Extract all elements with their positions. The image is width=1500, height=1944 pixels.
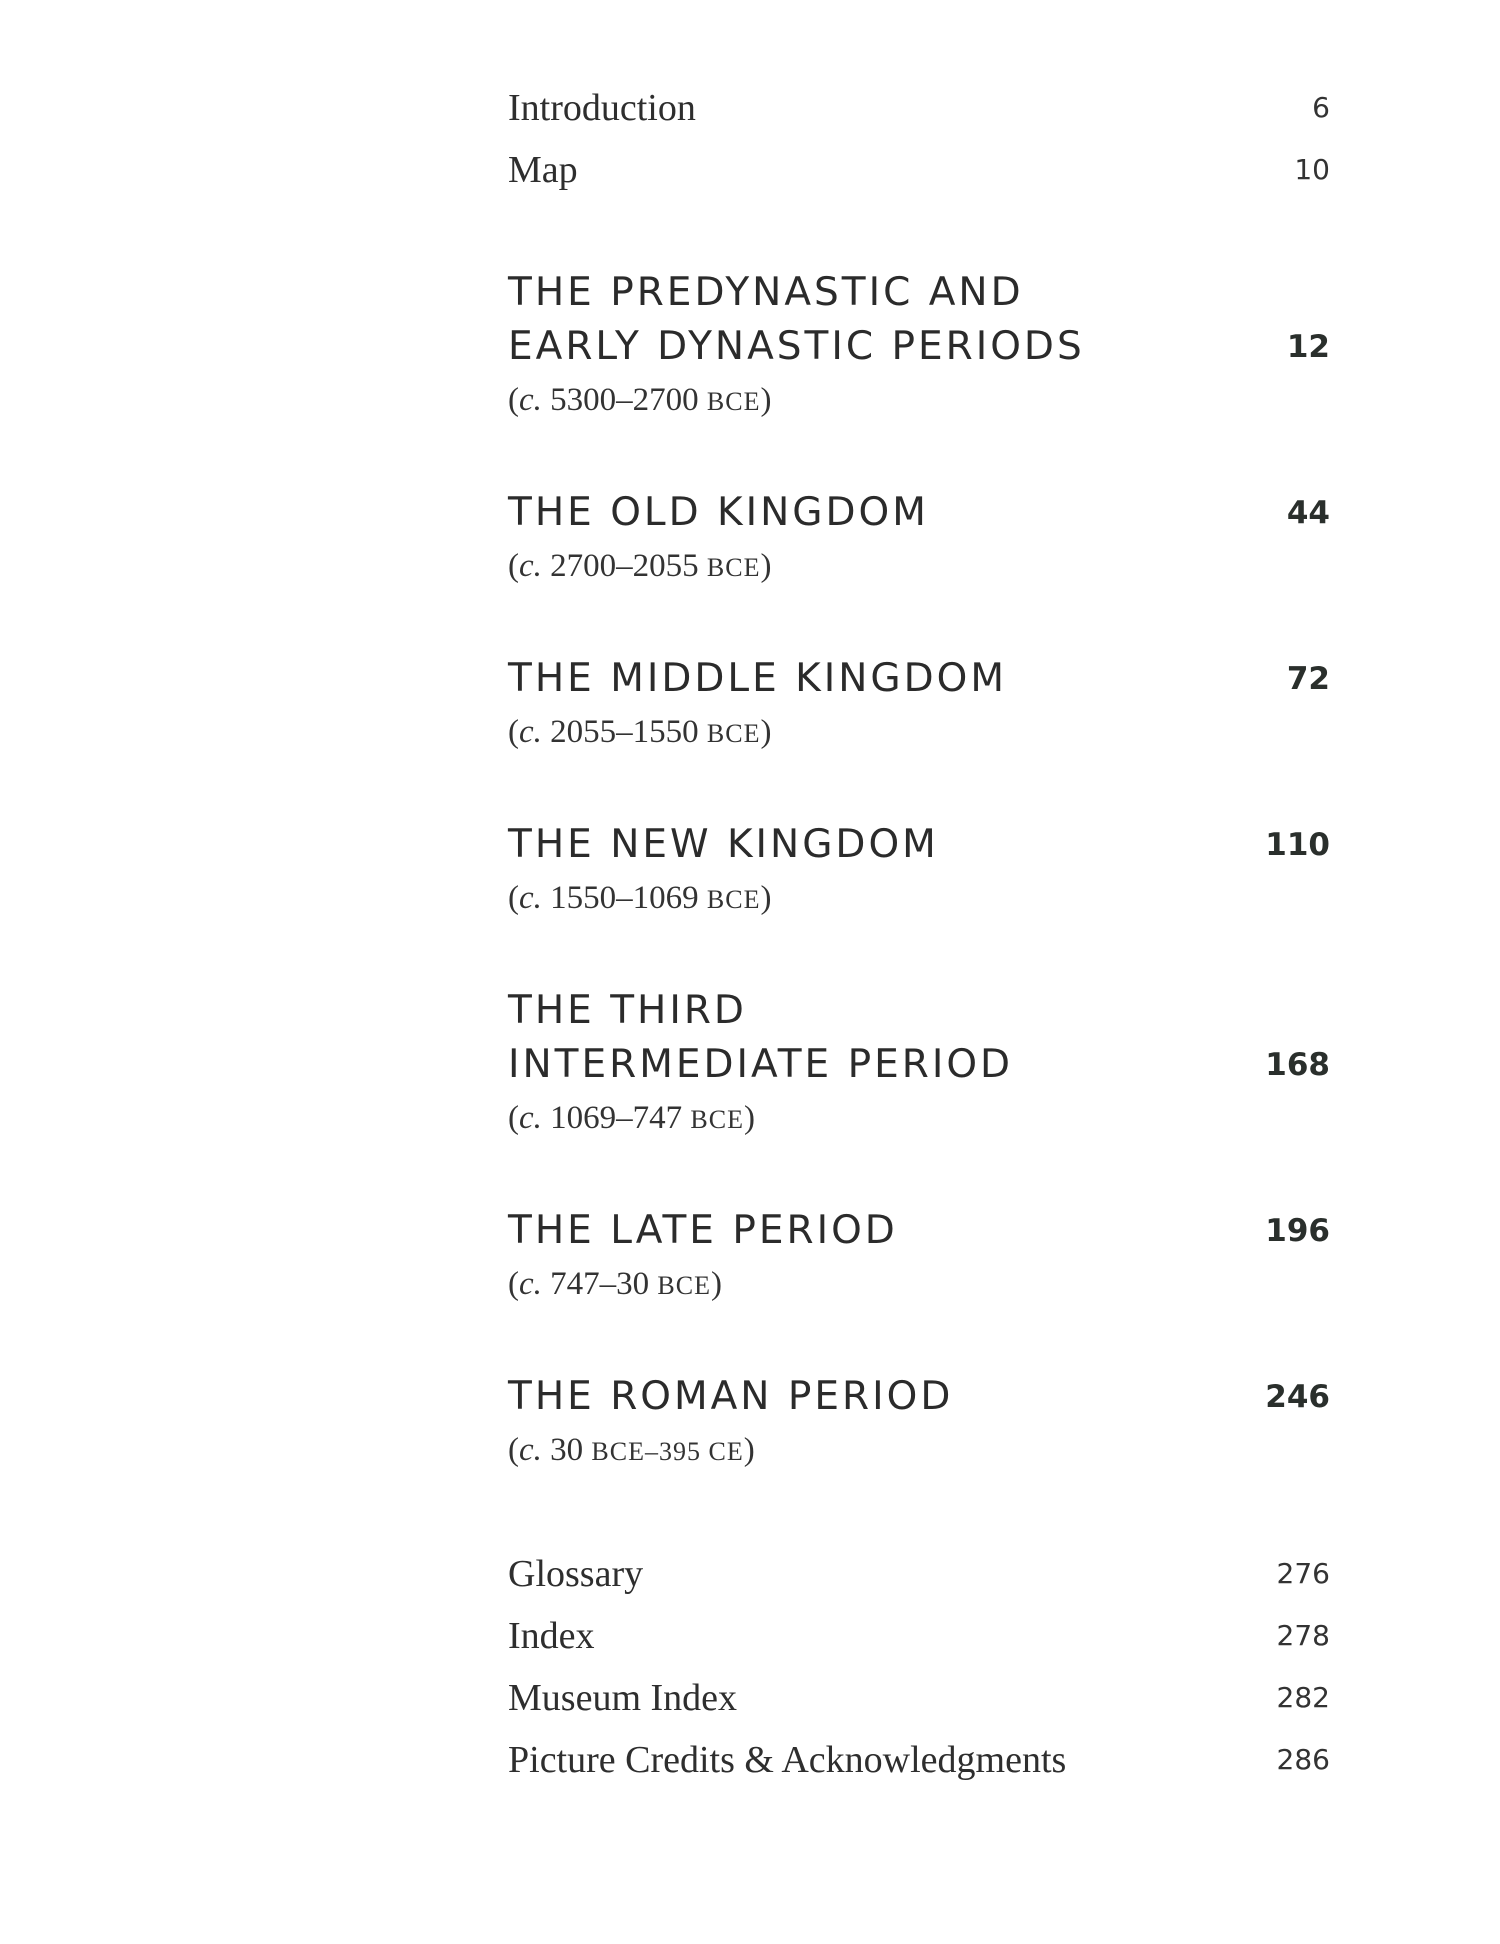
toc-chapter-middle-kingdom (508, 652, 1330, 756)
toc-entry-label: Picture Credits & Acknowledgments (508, 1739, 1067, 1781)
toc-entry-page: 6 (1312, 91, 1330, 124)
chapter-dates: (c. 30 BCE–395 CE) (508, 1432, 755, 1468)
chapter-dates: (c. 1550–1069 BCE) (508, 880, 772, 916)
chapter-page: 246 (1265, 1379, 1330, 1415)
toc-entry-page: 10 (1294, 153, 1330, 186)
circa: c. (519, 548, 542, 584)
years: 1550–1069 (550, 880, 699, 916)
chapter-title-line: THE LATE PERIOD (508, 1208, 898, 1253)
toc-entry-map (508, 148, 1330, 192)
chapter-page: 44 (1286, 495, 1330, 531)
chapter-dates: (c. 2700–2055 BCE) (508, 548, 772, 584)
chapter-title-line: THE NEW KINGDOM (508, 822, 939, 867)
toc-entry-page: 276 (1276, 1557, 1330, 1590)
chapter-title-line: INTERMEDIATE PERIOD (508, 1042, 1014, 1087)
era: BCE (706, 553, 761, 582)
years: 2055–1550 (550, 714, 699, 750)
years: 1069–747 (550, 1100, 683, 1136)
chapter-title-line: THE THIRD (508, 988, 747, 1033)
chapter-page: 72 (1286, 661, 1330, 697)
toc-entry-label: Introduction (508, 87, 696, 129)
era: BCE (706, 719, 761, 748)
era: BCE (706, 885, 761, 914)
chapter-title-line: THE ROMAN PERIOD (508, 1374, 954, 1419)
toc-entry-index (508, 1614, 1330, 1658)
toc-entry-page: 282 (1276, 1681, 1330, 1714)
era: BCE (706, 387, 761, 416)
circa: c. (519, 714, 542, 750)
circa: c. (519, 382, 542, 418)
chapter-page: 12 (1286, 329, 1330, 365)
chapter-page: 168 (1265, 1047, 1330, 1083)
era: BCE (690, 1105, 744, 1134)
toc-entry-museum-index (508, 1676, 1330, 1720)
circa: c. (519, 1266, 542, 1302)
circa: c. (519, 1100, 542, 1136)
toc-entry-glossary (508, 1552, 1330, 1596)
years: 30 (550, 1432, 584, 1468)
toc-chapter-predynastic (508, 266, 1330, 424)
chapter-title-line: THE PREDYNASTIC AND (508, 270, 1024, 315)
chapter-page: 110 (1265, 827, 1330, 863)
toc-chapter-new-kingdom (508, 818, 1330, 922)
toc-chapter-late-period (508, 1204, 1330, 1308)
chapter-title-line: EARLY DYNASTIC PERIODS (508, 324, 1085, 369)
chapter-dates: (c. 5300–2700 BCE) (508, 382, 772, 418)
toc-entry-label: Museum Index (508, 1677, 738, 1719)
years: 747–30 (550, 1266, 650, 1302)
chapter-dates: (c. 1069–747 BCE) (508, 1100, 755, 1136)
circa: c. (519, 1432, 542, 1468)
toc-entry-page: 286 (1276, 1743, 1330, 1776)
years: 2700–2055 (550, 548, 699, 584)
toc-chapter-roman-period (508, 1370, 1330, 1474)
toc-entry-picture-credits (508, 1738, 1330, 1782)
toc-entry-label: Glossary (508, 1553, 644, 1595)
toc-entry-label: Map (508, 149, 578, 191)
toc-chapter-old-kingdom (508, 486, 1330, 590)
toc-chapter-third-intermediate (508, 984, 1330, 1142)
toc-entry-page: 278 (1276, 1619, 1330, 1652)
era: BCE (657, 1271, 711, 1300)
chapter-dates: (c. 2055–1550 BCE) (508, 714, 772, 750)
chapter-title-line: THE OLD KINGDOM (508, 490, 929, 535)
era: BCE–395 CE (591, 1437, 744, 1466)
toc-entry-label: Index (508, 1615, 595, 1657)
chapter-page: 196 (1265, 1213, 1330, 1249)
years: 5300–2700 (550, 382, 699, 418)
circa: c. (519, 880, 542, 916)
chapter-dates: (c. 747–30 BCE) (508, 1266, 722, 1302)
toc-entry-introduction (508, 86, 1330, 130)
chapter-title-line: THE MIDDLE KINGDOM (508, 656, 1008, 701)
